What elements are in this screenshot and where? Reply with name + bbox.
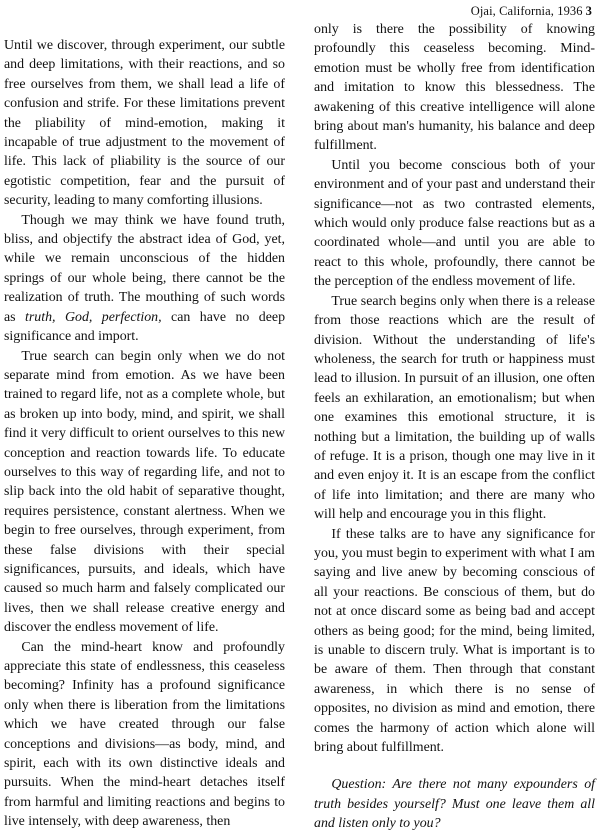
paragraph: Can the mind-heart know and profoundly appreciate this state of endlessness, this ceaseless becoming? Infinity has a profound significance only when there is liberation from the limitations which we have created through our false conceptions and divisions—as body, mind, and spirit, each with its own distinctive ideals and pursuits. When the mind-heart detaches itself from harmful and limiting reactions and begins to live intensely, with deep awareness, then (4, 639, 285, 830)
paragraph: Until you become conscious both of your environment and of your past and understand their significance—not as two contrasted elements, which would only produce false reactions but as a coordinated whole—and until you are able to react to this whole, profoundly, there cannot be the perception of the endless movement of life. (314, 157, 595, 290)
paragraph: Until we discover, through experiment, our subtle and deep limitations, with their reactions, and so free ourselves from them, we shall lead a life of confusion and strife. For these limitations prevent the pliability of mind-emotion, making it incapable of true adjustment to the movement of life. This lack of pliability is the source of our egotistic competition, fear and the pursuit of security, leading to many comforting illusions. (4, 38, 285, 209)
paragraph-text: Though we may think we have found truth, bliss, and objectify the abstract idea of God, yet, while we remain unconscious of the hidden springs of our whole being, there cannot be the realization of truth. The mouthing of such words as (4, 212, 285, 325)
paragraph-continued: only is there the possibility of knowing profoundly this ceaseless becoming. Mind-emotion must be wholly free from identification and imitation to know this blessedness. The awakening of this creative intelligence will alone bring about man's humanity, his balance and deep fulfillment. (314, 22, 595, 154)
paragraph: If these talks are to have any significance for you, you must begin to experiment with what I am saying and live anew by becoming conscious of all your reactions. Be conscious of them, but do not at once discard some as being bad and accept others as being good; for the mind, being limited, is unable to discern truly. What is important is to be aware of them. Then through that constant awareness, in which there is no sense of opposites, no division as mind and emotion, there comes the harmony of action which alone will bring about fulfillment. (314, 526, 595, 756)
right-column (314, 20, 595, 834)
paragraph-text: can have no deep significance and import. (4, 309, 286, 345)
emphasized-words: truth, God, perfection, (25, 309, 162, 325)
paragraph: True search begins only when there is a release from those reactions which are the result of division. Without the understanding of life's wholeness, the search for truth or happiness must lead to illusion. In pursuit of an illusion, one often feels an exhilaration, an emotionalism; but when one examines this emotional structure, it is nothing but a limitation, the building up of walls of refuge. It is a prison, though one may live in it and even enjoy it. It is an escape from the conflict of life into limitation; and there are many who will help and encourage you in this flight. (314, 293, 595, 523)
header-place: Ojai, California, 1936 (470, 4, 583, 18)
running-header (471, 4, 592, 19)
page-number: 3 (585, 4, 592, 18)
question-paragraph: Question: Are there not many expounders of truth besides yourself? Must one leave them all and listen only to you? (314, 777, 595, 832)
left-column (4, 36, 285, 832)
paragraph: True search can begin only when we do not separate mind from emotion. As we have been trained to regard life, not as a complete whole, but as broken up into body, mind, and spirit, we shall find it very difficult to orient ourselves to this new conception and reaction towards life. To educate ourselves to this way of regarding life, and not to slip back into the old habit of separative thought, requires persistence, constant alertness. When we begin to free ourselves, through experiment, from these false divisions with their special significances, pursuits, and ideals, which have caused so much harm and falsely complicated our lives, then we shall release creative energy and discover the endless movement of life. (4, 348, 285, 636)
paragraph (4, 211, 285, 347)
